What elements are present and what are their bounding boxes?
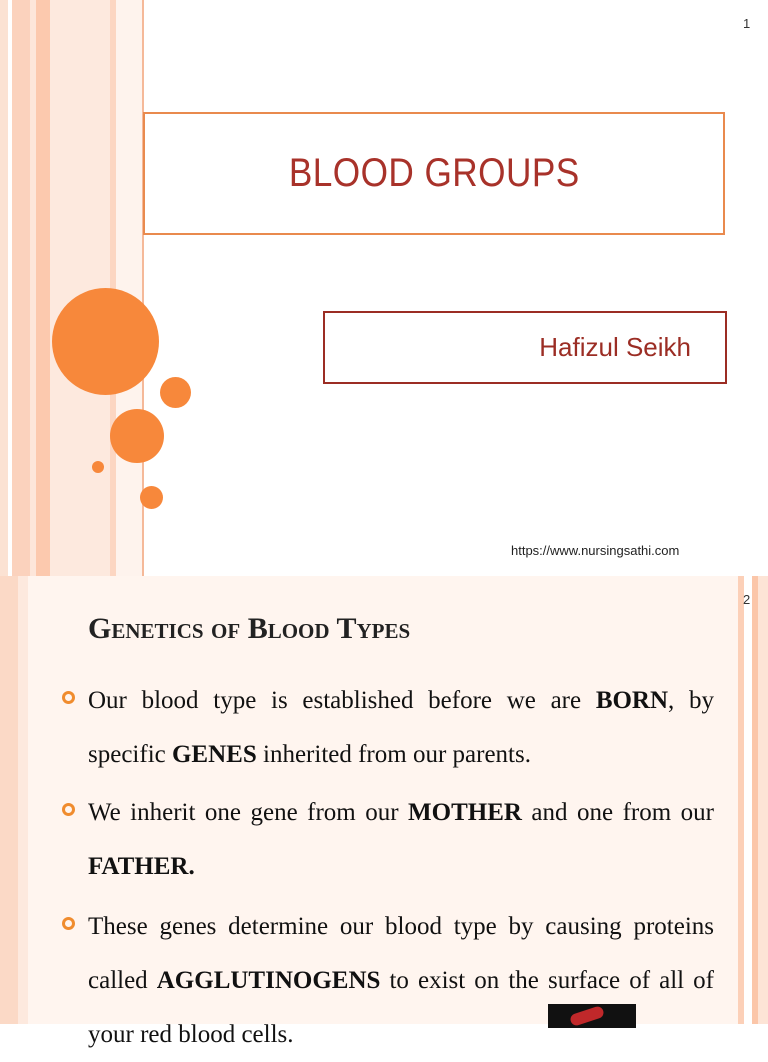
blood-cell-image <box>548 1004 636 1028</box>
bullet-item: Our blood type is established before we are BORN, by specific GENES inherited from our parents. <box>62 674 714 782</box>
slide-2 <box>0 576 768 1048</box>
slide-title: Genetics of Blood Types <box>88 612 411 645</box>
decorative-circle-medium <box>110 409 164 463</box>
page-number: 1 <box>743 16 751 31</box>
bullet-icon <box>62 691 75 704</box>
decorative-circle-dot <box>92 461 104 473</box>
left-stripe-inner <box>18 576 28 1024</box>
source-url: https://www.nursingsathi.com <box>511 543 680 558</box>
decorative-circle-small <box>160 377 191 408</box>
bullet-icon <box>62 803 75 816</box>
bullet-icon <box>62 917 75 930</box>
title-box <box>143 112 725 235</box>
decorative-circle-large <box>52 288 159 395</box>
bullet-item: These genes determine our blood type by causing proteins called AGGLUTINOGENS to exist on the surface of all of your red blood cells. <box>62 900 714 1062</box>
decorative-circle-tiny <box>140 486 163 509</box>
right-stripes <box>738 576 768 1024</box>
author-box <box>323 311 727 384</box>
red-blood-cell-icon <box>569 1005 605 1027</box>
decorative-stripes <box>0 0 150 576</box>
author-name: Hafizul Seikh <box>539 332 691 362</box>
page-number: 2 <box>743 592 751 607</box>
bullet-item: We inherit one gene from our MOTHER and one from our FATHER. <box>62 786 714 894</box>
left-stripe <box>0 576 18 1024</box>
slide-title: BLOOD GROUPS <box>288 151 580 195</box>
